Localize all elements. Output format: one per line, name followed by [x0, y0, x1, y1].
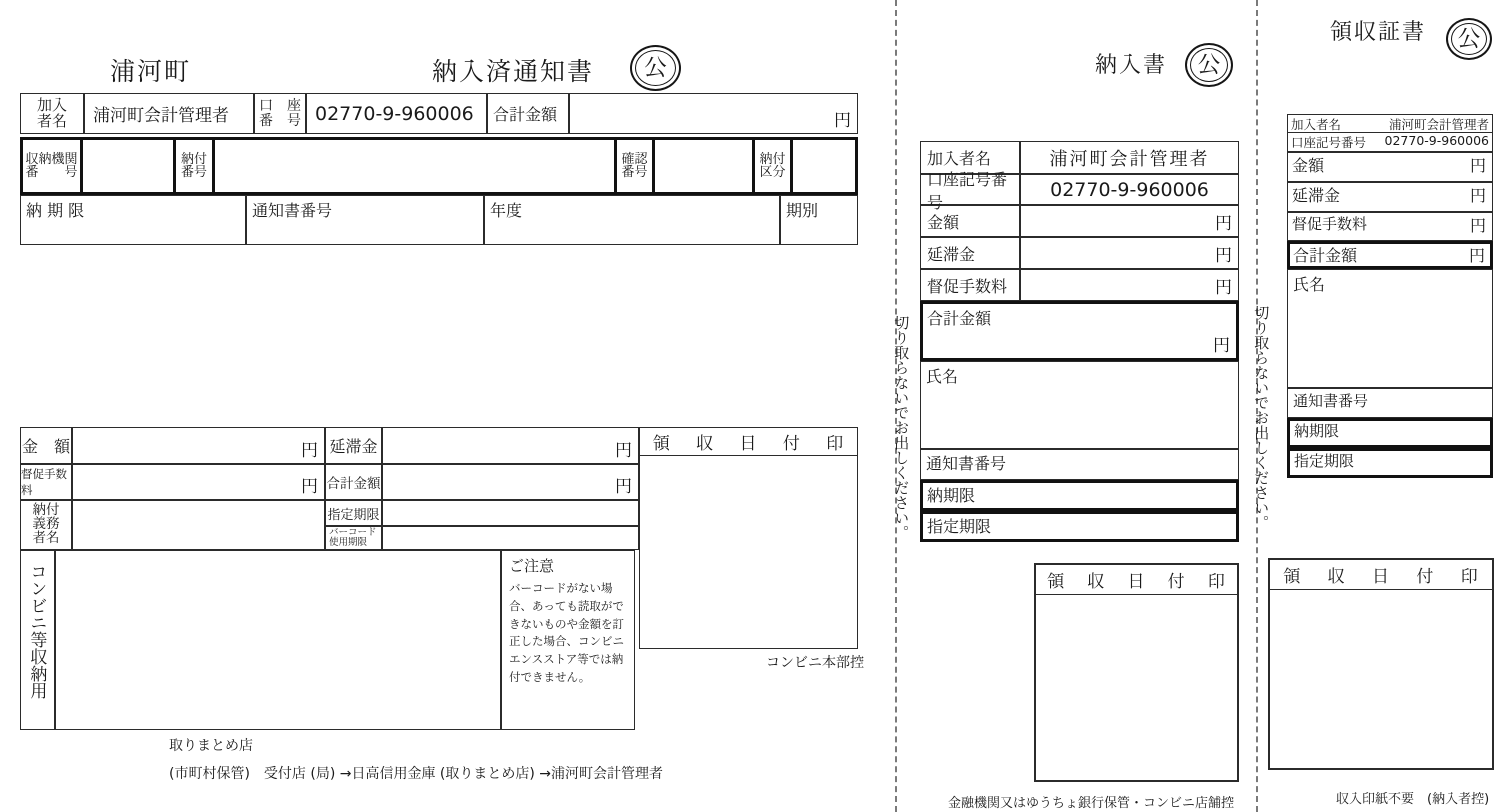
left-konbini-vertical-cell	[20, 550, 55, 730]
middle-delinquent-yen: 円	[1215, 246, 1232, 266]
middle-name-label: 氏名	[926, 367, 959, 386]
middle-account-value-cell[interactable]	[1020, 174, 1239, 205]
right-reminder-fee-label: 督促手数料	[1292, 215, 1368, 233]
middle-designated-label: 指定期限	[927, 517, 992, 536]
left-aggregator-label: 取りまとめ店	[169, 738, 253, 754]
left-konbini-copy-label: コンビニ本部控	[766, 655, 864, 671]
left-amount-label: 金 額	[21, 437, 70, 456]
left-account-label-cell	[254, 93, 306, 134]
left-amount-yen: 円	[301, 441, 318, 461]
middle-reminder-fee-label: 督促手数料	[927, 276, 1008, 296]
right-notice-no-cell[interactable]	[1287, 388, 1493, 418]
middle-name-cell[interactable]	[920, 361, 1239, 449]
left-konbini-vertical-label: コンビニ等収納用	[26, 563, 47, 699]
middle-receipt-stamp-box	[1034, 563, 1239, 782]
seal-glyph: 公	[1457, 25, 1481, 52]
middle-amount-label-cell	[920, 205, 1020, 237]
left-fiscal-year-cell[interactable]	[484, 195, 780, 245]
left-payment-no-label-cell	[176, 137, 215, 195]
left-konbini-blank-cell[interactable]	[55, 550, 501, 730]
middle-total-yen: 円	[1213, 336, 1230, 356]
right-member-row[interactable]	[1287, 114, 1493, 133]
right-total-label: 合計金額	[1293, 246, 1358, 265]
left-amount-value-cell[interactable]	[72, 427, 325, 464]
left-institution-label: 収納機関 番 号	[25, 151, 78, 180]
left-member-name-cell[interactable]	[84, 93, 254, 134]
left-member-label: 加入 者名	[36, 96, 67, 130]
left-account-label: 口 座 番 号	[259, 98, 301, 129]
right-designated-cell[interactable]	[1287, 448, 1493, 478]
left-sum-label-cell	[325, 464, 382, 500]
left-reminder-fee-value-cell[interactable]	[72, 464, 325, 500]
left-notice-no-cell[interactable]	[246, 195, 484, 245]
left-sum-yen: 円	[615, 477, 632, 497]
left-slip-title: 納入済通知書	[432, 57, 595, 86]
left-delinquent-label-cell	[325, 427, 382, 464]
middle-reminder-fee-value-cell[interactable]	[1020, 269, 1239, 301]
left-barcode-value-cell[interactable]	[382, 526, 639, 550]
left-reminder-fee-label: 督促手数料	[21, 467, 67, 497]
left-confirm-label-cell	[617, 137, 655, 195]
right-amount-yen: 円	[1469, 156, 1486, 175]
middle-amount-yen: 円	[1215, 214, 1232, 234]
middle-receipt-stamp-header: 領 収 日 付 印	[1036, 565, 1237, 595]
left-member-label-cell	[20, 93, 84, 134]
right-delinquent-row[interactable]	[1287, 182, 1493, 212]
middle-total-label: 合計金額	[927, 309, 992, 328]
middle-member-name: 浦河町会計管理者	[1049, 148, 1210, 170]
left-total-label-cell	[487, 93, 569, 134]
left-payer-label-cell	[20, 500, 72, 550]
right-reminder-fee-yen: 円	[1469, 216, 1486, 235]
left-category-label: 納付 区分	[759, 151, 786, 180]
right-due-date-cell[interactable]	[1287, 418, 1493, 448]
left-payment-no-label: 納付 番号	[180, 151, 207, 180]
right-receipt-stamp-header: 領 収 日 付 印	[1270, 560, 1492, 590]
left-designated-label: 指定期限	[327, 507, 380, 523]
right-total-yen: 円	[1468, 246, 1485, 265]
right-delinquent-yen: 円	[1469, 186, 1486, 205]
middle-total-cell[interactable]	[920, 301, 1239, 361]
left-term-label: 期別	[786, 201, 819, 220]
left-delinquent-value-cell[interactable]	[382, 427, 639, 464]
left-category-value-cell[interactable]	[793, 137, 858, 195]
left-routing-text: (市町村保管) 受付店 (局) →日高信用金庫 (取りまとめ店) →浦河町会計管理者	[169, 766, 664, 782]
right-amount-label: 金額	[1292, 156, 1325, 175]
seal-glyph: 公	[644, 54, 667, 81]
left-payer-label: 納付 義務 者名	[32, 502, 60, 546]
middle-notice-no-label: 通知書番号	[926, 454, 1007, 473]
left-term-cell[interactable]	[780, 195, 858, 245]
middle-delinquent-label-cell	[920, 237, 1020, 269]
left-receipt-stamp-box	[639, 427, 858, 649]
right-receipt-stamp-box	[1268, 558, 1494, 770]
left-payment-no-value-cell[interactable]	[215, 137, 617, 195]
middle-delinquent-label: 延滞金	[927, 244, 976, 264]
middle-reminder-fee-label-cell	[920, 269, 1020, 301]
middle-reminder-fee-yen: 円	[1215, 278, 1232, 298]
middle-footer-text: 金融機関又はゆうちょ銀行保管・コンビニ店舗控	[948, 796, 1235, 811]
left-designated-value-cell[interactable]	[382, 500, 639, 526]
middle-account-label-cell	[920, 169, 1020, 212]
left-total-value-cell[interactable]	[569, 93, 858, 134]
right-account-label: 口座記号番号	[1291, 135, 1367, 150]
left-fiscal-year-label: 年度	[490, 201, 523, 220]
official-seal-icon	[630, 45, 681, 91]
middle-slip-title: 納入書	[1095, 53, 1168, 78]
left-issuer-name: 浦河町	[110, 57, 192, 86]
left-amount-label-cell	[20, 427, 72, 464]
official-seal-icon	[1446, 18, 1492, 60]
middle-account-label: 口座記号番号	[927, 169, 1008, 212]
right-member-label: 加入者名	[1291, 117, 1342, 132]
left-notice-no-label: 通知書番号	[252, 201, 333, 220]
middle-account-number: 02770-9-960006	[1050, 178, 1209, 201]
left-reminder-fee-yen: 円	[301, 477, 318, 497]
right-total-row[interactable]	[1287, 241, 1493, 269]
right-delinquent-label: 延滞金	[1292, 186, 1341, 205]
right-name-cell[interactable]	[1287, 269, 1493, 388]
right-account-number: 02770-9-960006	[1384, 133, 1489, 148]
middle-member-value-cell[interactable]	[1020, 141, 1239, 174]
right-slip	[1260, 0, 1500, 812]
middle-amount-value-cell[interactable]	[1020, 205, 1239, 237]
right-name-label: 氏名	[1293, 275, 1326, 294]
left-total-yen: 円	[834, 111, 851, 131]
right-designated-label: 指定期限	[1294, 452, 1355, 470]
right-member-name: 浦河町会計管理者	[1388, 117, 1489, 132]
right-amount-row[interactable]	[1287, 152, 1493, 182]
left-category-label-cell	[755, 137, 793, 195]
left-institution-value-cell[interactable]	[83, 137, 176, 195]
left-total-label: 合計金額	[493, 105, 558, 124]
middle-amount-label: 金額	[927, 212, 960, 232]
left-barcode-label: バーコード 使用期限	[329, 527, 377, 548]
left-notice-title: ご注意	[509, 557, 555, 575]
left-account-number-cell[interactable]	[306, 93, 487, 134]
left-sum-value-cell[interactable]	[382, 464, 639, 500]
right-reminder-fee-row[interactable]	[1287, 212, 1493, 241]
left-member-name: 浦河町会計管理者	[93, 106, 229, 126]
official-seal-icon	[1185, 43, 1233, 87]
left-payer-value-cell[interactable]	[72, 500, 325, 550]
middle-notice-no-cell[interactable]	[920, 449, 1239, 480]
left-confirm-value-cell[interactable]	[655, 137, 755, 195]
middle-slip	[900, 0, 1255, 812]
left-notice-body: バーコードがない場合、あっても読取ができないものや金額を訂正した場合、コンビニエンスストア等では納付できません。	[509, 581, 624, 685]
middle-member-label: 加入者名	[927, 149, 992, 168]
right-cut-instruction: 切り取らないでお出しください。	[1252, 305, 1271, 530]
left-confirm-label: 確認 番号	[621, 151, 648, 180]
left-delinquent-yen: 円	[615, 441, 632, 461]
left-designated-label-cell	[325, 500, 382, 526]
right-footer-text: 収入印紙不要 (納入者控)	[1336, 792, 1490, 807]
left-due-date-cell[interactable]	[20, 195, 246, 245]
left-sum-label: 合計金額	[326, 476, 381, 492]
middle-due-date-cell[interactable]	[920, 480, 1239, 511]
left-due-date-label: 納 期 限	[26, 201, 85, 220]
middle-designated-cell[interactable]	[920, 511, 1239, 542]
right-account-row[interactable]	[1287, 133, 1493, 152]
left-delinquent-label: 延滞金	[329, 437, 378, 456]
right-notice-no-label: 通知書番号	[1293, 392, 1369, 410]
left-notice-box	[501, 550, 635, 730]
right-due-date-label: 納期限	[1294, 422, 1340, 440]
middle-delinquent-value-cell[interactable]	[1020, 237, 1239, 269]
middle-cut-instruction: 切り取らないでお出しください。	[892, 315, 911, 540]
left-institution-label-cell	[20, 137, 83, 195]
left-reminder-fee-label-cell	[20, 464, 72, 500]
left-receipt-stamp-header: 領 収 日 付 印	[640, 428, 857, 456]
right-slip-title: 領収証書	[1330, 20, 1427, 45]
middle-due-date-label: 納期限	[927, 486, 976, 505]
seal-glyph: 公	[1197, 51, 1221, 78]
left-account-number: 02770-9-960006	[315, 102, 474, 125]
left-barcode-label-cell	[325, 526, 382, 550]
